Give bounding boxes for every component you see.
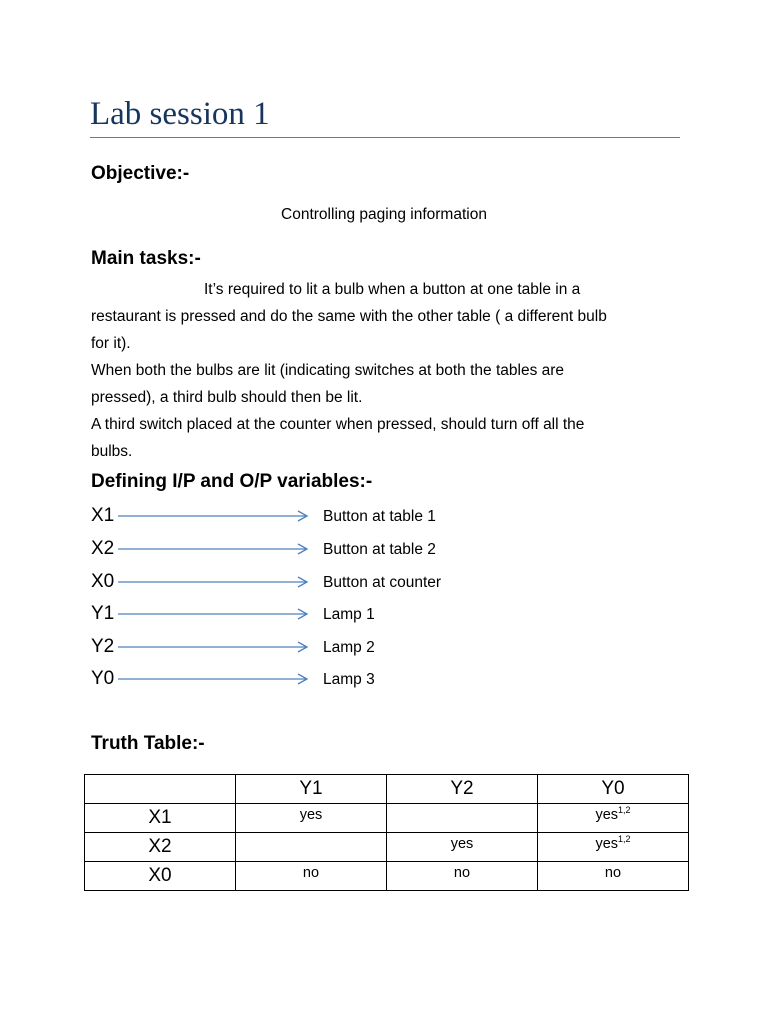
variable-row: [91, 536, 551, 562]
variable-name: Y2: [91, 636, 115, 657]
variable-description: Lamp 3: [323, 671, 375, 688]
table-cell: no: [236, 862, 387, 891]
task-line: bulbs.: [91, 443, 133, 460]
table-cell: [387, 804, 538, 833]
table-header-cell: [85, 775, 236, 804]
cell-value: yes: [595, 807, 619, 823]
row-label: X2: [85, 833, 236, 862]
title-underline: [90, 137, 680, 138]
variable-row: [91, 569, 551, 595]
variable-description: Button at table 1: [323, 508, 436, 525]
cell-value: yes: [595, 836, 619, 852]
table-cell: no: [387, 862, 538, 891]
objective-text: Controlling paging information: [281, 206, 487, 223]
variable-name: X1: [91, 505, 115, 526]
table-cell: [538, 804, 689, 833]
cell-value: no: [604, 865, 622, 881]
table-row: [85, 833, 689, 862]
main-tasks-heading: Main tasks:-: [91, 248, 201, 269]
table-cell: yes: [236, 804, 387, 833]
table-row: [85, 862, 689, 891]
variable-description: Lamp 1: [323, 606, 375, 623]
table-header-cell: Y0: [538, 775, 689, 804]
variable-name: Y1: [91, 603, 115, 624]
footnote-marker: 1,2: [618, 834, 631, 845]
row-label: X1: [85, 804, 236, 833]
truth-table: [84, 774, 689, 891]
table-header-cell: Y2: [387, 775, 538, 804]
table-header-cell: Y1: [236, 775, 387, 804]
variable-row: [91, 666, 551, 692]
task-line: pressed), a third bulb should then be lit.: [91, 389, 363, 406]
variable-description: Button at counter: [323, 574, 442, 591]
task-line: When both the bulbs are lit (indicating switches at both the tables are: [91, 362, 565, 379]
table-cell: [538, 833, 689, 862]
page-title: Lab session 1: [90, 96, 270, 132]
variable-description: Lamp 2: [323, 639, 375, 656]
task-line: restaurant is pressed and do the same with the other table ( a different bulb: [91, 308, 607, 325]
table-cell: [236, 833, 387, 862]
truth-table-heading: Truth Table:-: [91, 733, 205, 754]
variables-heading: Defining I/P and O/P variables:-: [91, 471, 373, 492]
row-label: X0: [85, 862, 236, 891]
variable-row: [91, 601, 551, 627]
task-line: A third switch placed at the counter when pressed, should turn off all the: [91, 416, 585, 433]
table-row: [85, 804, 689, 833]
objective-heading: Objective:-: [91, 163, 190, 184]
variable-row: [91, 503, 551, 529]
variable-name: X0: [91, 571, 115, 592]
variable-name: Y0: [91, 668, 115, 689]
variable-row: [91, 634, 551, 660]
footnote-marker: 1,2: [618, 805, 631, 816]
task-line: It’s required to lit a bulb when a button at one table in a: [204, 281, 581, 298]
task-line: for it).: [91, 335, 131, 352]
table-cell: yes: [387, 833, 538, 862]
variable-name: X2: [91, 538, 115, 559]
table-cell: [538, 862, 689, 891]
table-header-row: [85, 775, 689, 804]
variable-description: Button at table 2: [323, 541, 436, 558]
